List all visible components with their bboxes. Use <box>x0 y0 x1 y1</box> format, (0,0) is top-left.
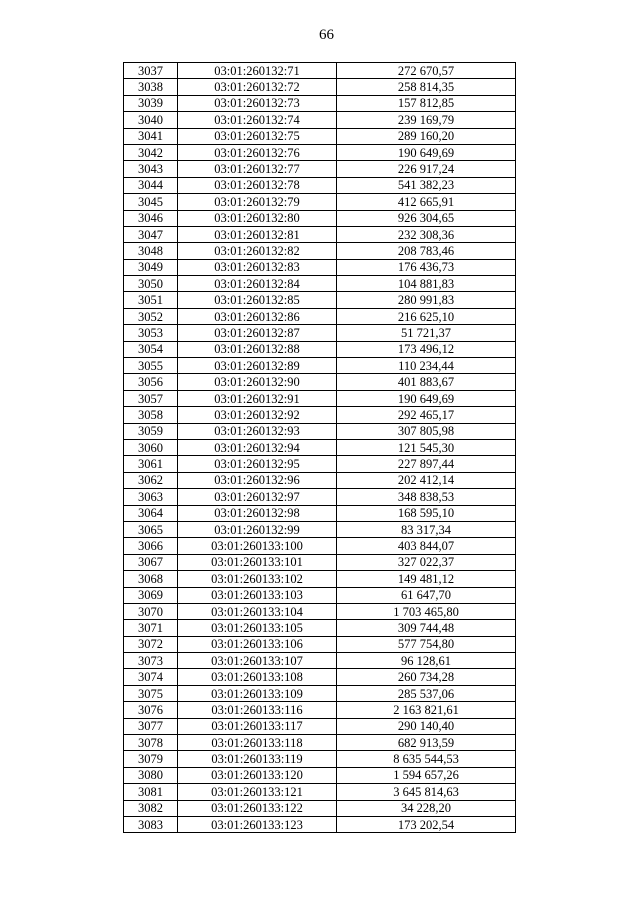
row-number-cell: 3070 <box>124 603 178 619</box>
row-number-cell: 3042 <box>124 144 178 160</box>
table-row <box>124 472 516 488</box>
cadastral-value-cell: 202 412,14 <box>337 472 516 488</box>
row-number-cell: 3062 <box>124 472 178 488</box>
table-row <box>124 177 516 193</box>
cadastral-value-cell: 51 721,37 <box>337 325 516 341</box>
cadastral-value-cell: 176 436,73 <box>337 259 516 275</box>
cadastral-value-cell: 272 670,57 <box>337 63 516 79</box>
row-number-cell: 3041 <box>124 128 178 144</box>
table-row <box>124 144 516 160</box>
cadastral-number-cell: 03:01:260132:88 <box>178 341 337 357</box>
table-row <box>124 636 516 652</box>
cadastral-value-cell: 285 537,06 <box>337 685 516 701</box>
table-row <box>124 669 516 685</box>
cadastral-value-cell: 8 635 544,53 <box>337 751 516 767</box>
cadastral-number-cell: 03:01:260133:118 <box>178 735 337 751</box>
cadastral-number-cell: 03:01:260132:97 <box>178 489 337 505</box>
cadastral-number-cell: 03:01:260132:73 <box>178 95 337 111</box>
row-number-cell: 3080 <box>124 767 178 783</box>
cadastral-number-cell: 03:01:260132:72 <box>178 79 337 95</box>
row-number-cell: 3079 <box>124 751 178 767</box>
cadastral-value-cell: 3 645 814,63 <box>337 784 516 800</box>
table-row <box>124 95 516 111</box>
cadastral-number-cell: 03:01:260133:107 <box>178 653 337 669</box>
cadastral-value-cell: 110 234,44 <box>337 358 516 374</box>
cadastral-value-cell: 280 991,83 <box>337 292 516 308</box>
cadastral-value-cell: 401 883,67 <box>337 374 516 390</box>
row-number-cell: 3072 <box>124 636 178 652</box>
row-number-cell: 3059 <box>124 423 178 439</box>
cadastral-number-cell: 03:01:260133:121 <box>178 784 337 800</box>
cadastral-number-cell: 03:01:260132:82 <box>178 243 337 259</box>
cadastral-number-cell: 03:01:260133:106 <box>178 636 337 652</box>
row-number-cell: 3040 <box>124 112 178 128</box>
row-number-cell: 3069 <box>124 587 178 603</box>
row-number-cell: 3039 <box>124 95 178 111</box>
cadastral-value-cell: 216 625,10 <box>337 308 516 324</box>
table-row <box>124 816 516 832</box>
table-row <box>124 374 516 390</box>
cadastral-number-cell: 03:01:260133:100 <box>178 538 337 554</box>
cadastral-value-cell: 926 304,65 <box>337 210 516 226</box>
table-row <box>124 800 516 816</box>
cadastral-number-cell: 03:01:260133:104 <box>178 603 337 619</box>
row-number-cell: 3082 <box>124 800 178 816</box>
row-number-cell: 3064 <box>124 505 178 521</box>
row-number-cell: 3048 <box>124 243 178 259</box>
cadastral-number-cell: 03:01:260132:94 <box>178 439 337 455</box>
row-number-cell: 3046 <box>124 210 178 226</box>
cadastral-value-cell: 227 897,44 <box>337 456 516 472</box>
row-number-cell: 3068 <box>124 571 178 587</box>
row-number-cell: 3074 <box>124 669 178 685</box>
table-row <box>124 112 516 128</box>
cadastral-value-cell: 34 228,20 <box>337 800 516 816</box>
cadastral-number-cell: 03:01:260133:120 <box>178 767 337 783</box>
row-number-cell: 3053 <box>124 325 178 341</box>
row-number-cell: 3063 <box>124 489 178 505</box>
cadastral-value-cell: 1 703 465,80 <box>337 603 516 619</box>
cadastral-value-cell: 258 814,35 <box>337 79 516 95</box>
cadastral-value-cell: 1 594 657,26 <box>337 767 516 783</box>
cadastral-value-cell: 577 754,80 <box>337 636 516 652</box>
cadastral-number-cell: 03:01:260133:108 <box>178 669 337 685</box>
cadastral-number-cell: 03:01:260132:83 <box>178 259 337 275</box>
cadastral-value-cell: 149 481,12 <box>337 571 516 587</box>
table-row <box>124 554 516 570</box>
table-row <box>124 341 516 357</box>
row-number-cell: 3065 <box>124 521 178 537</box>
cadastral-value-cell: 232 308,36 <box>337 226 516 242</box>
table-row <box>124 767 516 783</box>
table-row <box>124 79 516 95</box>
table-row <box>124 620 516 636</box>
table-row <box>124 587 516 603</box>
cadastral-value-cell: 309 744,48 <box>337 620 516 636</box>
table-body <box>124 63 516 833</box>
table-row <box>124 390 516 406</box>
cadastral-number-cell: 03:01:260132:81 <box>178 226 337 242</box>
page-number: 66 <box>319 27 334 43</box>
row-number-cell: 3073 <box>124 653 178 669</box>
table-row <box>124 718 516 734</box>
table-row <box>124 243 516 259</box>
row-number-cell: 3044 <box>124 177 178 193</box>
row-number-cell: 3078 <box>124 735 178 751</box>
cadastral-value-cell: 96 128,61 <box>337 653 516 669</box>
row-number-cell: 3055 <box>124 358 178 374</box>
cadastral-value-cell: 289 160,20 <box>337 128 516 144</box>
row-number-cell: 3083 <box>124 816 178 832</box>
row-number-cell: 3061 <box>124 456 178 472</box>
row-number-cell: 3038 <box>124 79 178 95</box>
cadastral-value-cell: 121 545,30 <box>337 439 516 455</box>
cadastral-value-cell: 190 649,69 <box>337 390 516 406</box>
row-number-cell: 3043 <box>124 161 178 177</box>
table-row <box>124 325 516 341</box>
cadastral-number-cell: 03:01:260133:116 <box>178 702 337 718</box>
cadastral-number-cell: 03:01:260132:75 <box>178 128 337 144</box>
cadastral-value-cell: 61 647,70 <box>337 587 516 603</box>
cadastral-number-cell: 03:01:260133:102 <box>178 571 337 587</box>
table-row <box>124 538 516 554</box>
table-row <box>124 489 516 505</box>
cadastral-number-cell: 03:01:260133:103 <box>178 587 337 603</box>
table-row <box>124 161 516 177</box>
cadastral-number-cell: 03:01:260132:95 <box>178 456 337 472</box>
cadastral-number-cell: 03:01:260132:78 <box>178 177 337 193</box>
table-row <box>124 439 516 455</box>
table-row <box>124 194 516 210</box>
table-row <box>124 358 516 374</box>
table-row <box>124 210 516 226</box>
row-number-cell: 3037 <box>124 63 178 79</box>
cadastral-value-cell: 307 805,98 <box>337 423 516 439</box>
row-number-cell: 3071 <box>124 620 178 636</box>
cadastral-value-cell: 403 844,07 <box>337 538 516 554</box>
row-number-cell: 3054 <box>124 341 178 357</box>
table-row <box>124 784 516 800</box>
cadastral-number-cell: 03:01:260132:79 <box>178 194 337 210</box>
cadastral-value-cell: 83 317,34 <box>337 521 516 537</box>
row-number-cell: 3066 <box>124 538 178 554</box>
table-row <box>124 521 516 537</box>
cadastral-value-cell: 348 838,53 <box>337 489 516 505</box>
cadastral-number-cell: 03:01:260133:123 <box>178 816 337 832</box>
table-row <box>124 292 516 308</box>
cadastral-number-cell: 03:01:260132:92 <box>178 407 337 423</box>
cadastral-value-cell: 2 163 821,61 <box>337 702 516 718</box>
table-row <box>124 735 516 751</box>
cadastral-value-cell: 226 917,24 <box>337 161 516 177</box>
row-number-cell: 3050 <box>124 276 178 292</box>
cadastral-value-cell: 412 665,91 <box>337 194 516 210</box>
cadastral-value-cell: 292 465,17 <box>337 407 516 423</box>
cadastral-number-cell: 03:01:260132:87 <box>178 325 337 341</box>
cadastral-number-cell: 03:01:260132:77 <box>178 161 337 177</box>
cadastral-number-cell: 03:01:260132:89 <box>178 358 337 374</box>
table-row <box>124 63 516 79</box>
table-row <box>124 456 516 472</box>
row-number-cell: 3060 <box>124 439 178 455</box>
row-number-cell: 3081 <box>124 784 178 800</box>
cadastral-number-cell: 03:01:260133:119 <box>178 751 337 767</box>
cadastral-number-cell: 03:01:260132:91 <box>178 390 337 406</box>
cadastral-value-cell: 327 022,37 <box>337 554 516 570</box>
cadastral-value-cell: 682 913,59 <box>337 735 516 751</box>
table-row <box>124 226 516 242</box>
cadastral-value-cell: 208 783,46 <box>337 243 516 259</box>
cadastral-number-cell: 03:01:260133:109 <box>178 685 337 701</box>
row-number-cell: 3067 <box>124 554 178 570</box>
row-number-cell: 3052 <box>124 308 178 324</box>
cadastral-value-cell: 168 595,10 <box>337 505 516 521</box>
cadastral-number-cell: 03:01:260132:86 <box>178 308 337 324</box>
table-row <box>124 571 516 587</box>
cadastral-number-cell: 03:01:260132:71 <box>178 63 337 79</box>
table-row <box>124 702 516 718</box>
cadastral-value-cell: 239 169,79 <box>337 112 516 128</box>
cadastral-value-cell: 157 812,85 <box>337 95 516 111</box>
row-number-cell: 3077 <box>124 718 178 734</box>
table-row <box>124 128 516 144</box>
table-row <box>124 259 516 275</box>
row-number-cell: 3075 <box>124 685 178 701</box>
table-row <box>124 603 516 619</box>
row-number-cell: 3056 <box>124 374 178 390</box>
table-row <box>124 751 516 767</box>
cadastral-value-cell: 290 140,40 <box>337 718 516 734</box>
cadastral-value-cell: 173 496,12 <box>337 341 516 357</box>
row-number-cell: 3057 <box>124 390 178 406</box>
cadastral-number-cell: 03:01:260133:105 <box>178 620 337 636</box>
cadastral-value-cell: 260 734,28 <box>337 669 516 685</box>
cadastral-number-cell: 03:01:260132:74 <box>178 112 337 128</box>
cadastral-number-cell: 03:01:260132:98 <box>178 505 337 521</box>
cadastral-value-table <box>123 62 516 833</box>
cadastral-number-cell: 03:01:260132:76 <box>178 144 337 160</box>
cadastral-number-cell: 03:01:260132:85 <box>178 292 337 308</box>
table-row <box>124 276 516 292</box>
table-row <box>124 407 516 423</box>
table-row <box>124 423 516 439</box>
cadastral-value-cell: 173 202,54 <box>337 816 516 832</box>
row-number-cell: 3047 <box>124 226 178 242</box>
row-number-cell: 3058 <box>124 407 178 423</box>
table-row <box>124 685 516 701</box>
row-number-cell: 3051 <box>124 292 178 308</box>
table-row <box>124 505 516 521</box>
cadastral-value-cell: 541 382,23 <box>337 177 516 193</box>
row-number-cell: 3076 <box>124 702 178 718</box>
cadastral-number-cell: 03:01:260132:96 <box>178 472 337 488</box>
cadastral-number-cell: 03:01:260133:101 <box>178 554 337 570</box>
cadastral-number-cell: 03:01:260132:80 <box>178 210 337 226</box>
cadastral-number-cell: 03:01:260132:84 <box>178 276 337 292</box>
cadastral-value-cell: 104 881,83 <box>337 276 516 292</box>
cadastral-number-cell: 03:01:260133:117 <box>178 718 337 734</box>
row-number-cell: 3049 <box>124 259 178 275</box>
cadastral-value-cell: 190 649,69 <box>337 144 516 160</box>
cadastral-number-cell: 03:01:260132:93 <box>178 423 337 439</box>
row-number-cell: 3045 <box>124 194 178 210</box>
cadastral-number-cell: 03:01:260132:99 <box>178 521 337 537</box>
cadastral-number-cell: 03:01:260133:122 <box>178 800 337 816</box>
table-row <box>124 653 516 669</box>
table-row <box>124 308 516 324</box>
cadastral-number-cell: 03:01:260132:90 <box>178 374 337 390</box>
